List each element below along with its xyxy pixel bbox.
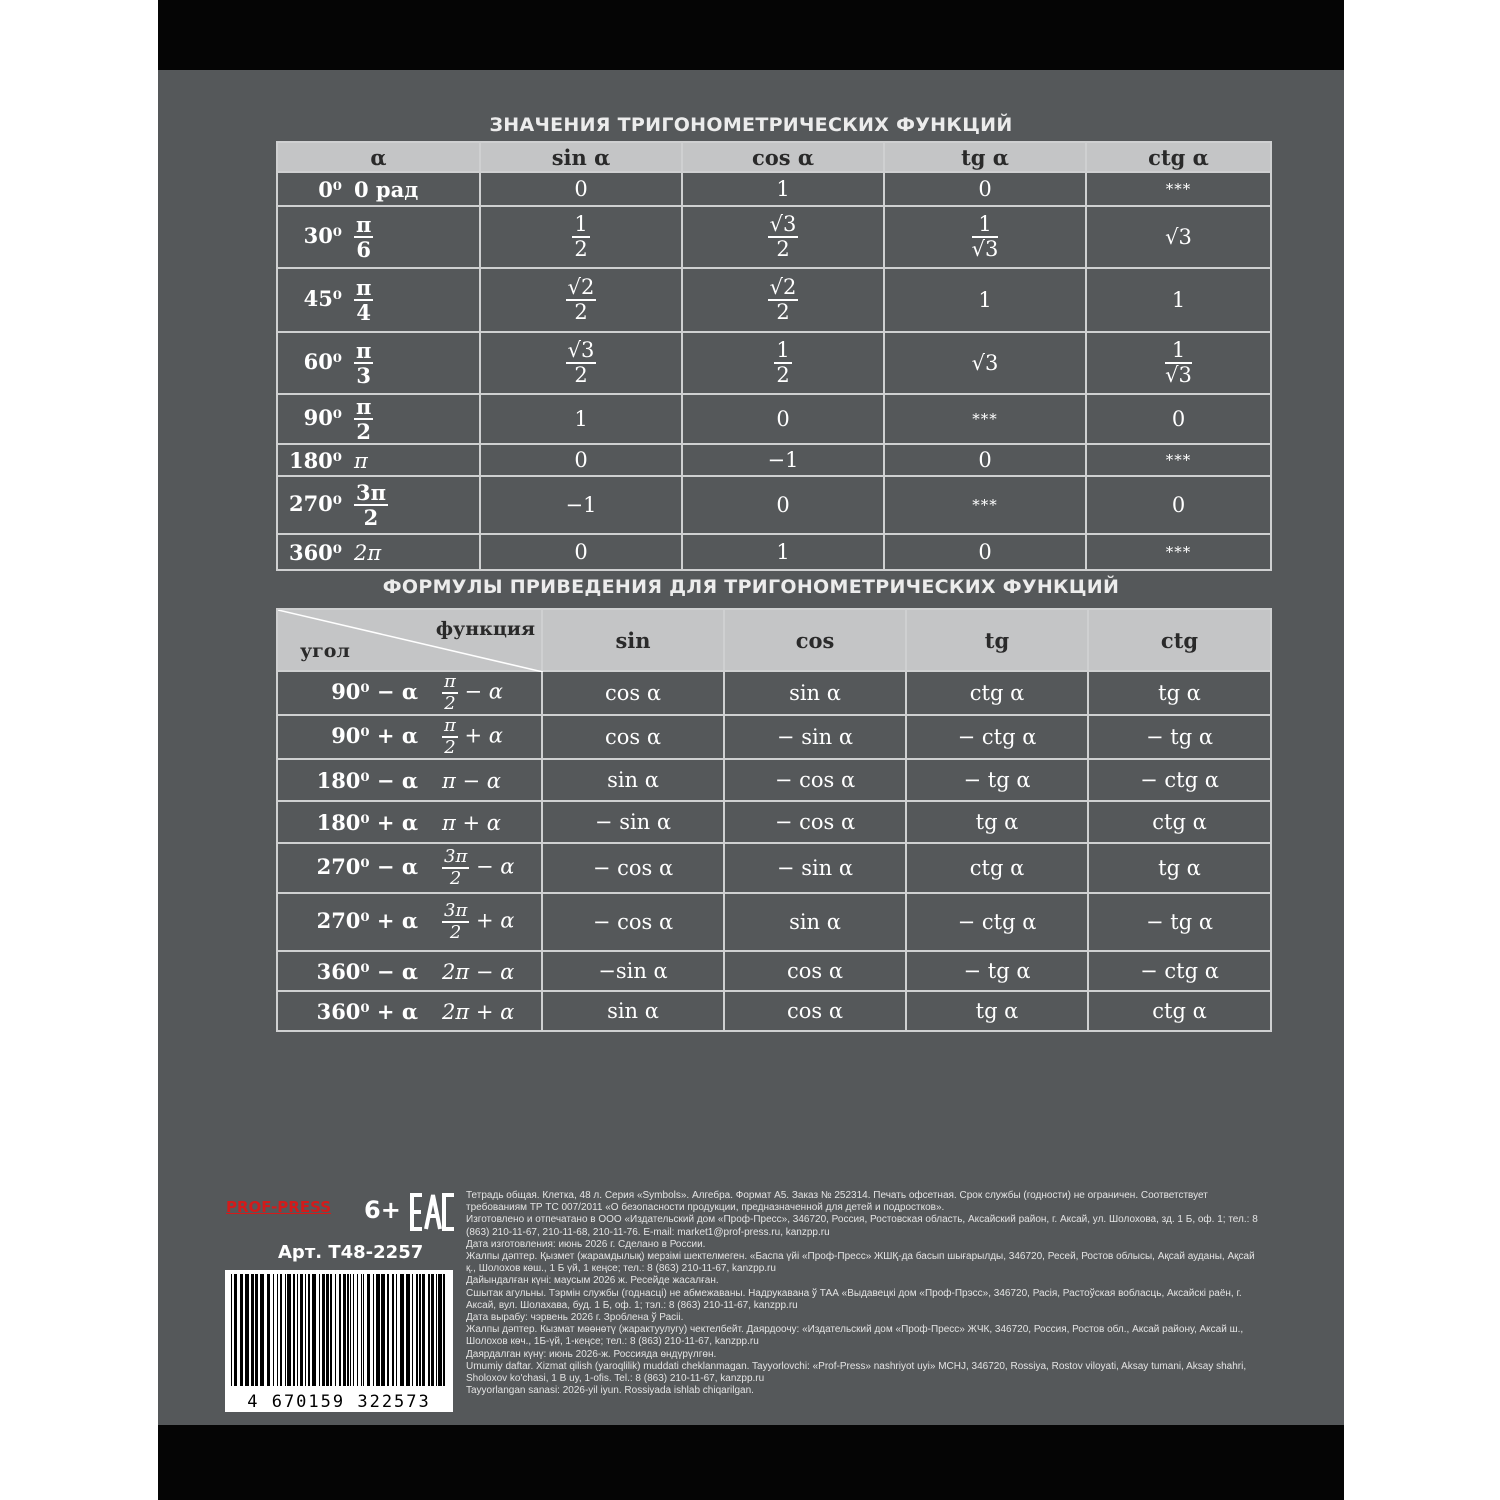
cos-value (682, 268, 884, 332)
sin-formula: sin α (542, 991, 724, 1031)
brand-logo: PROF-PRESS (226, 1198, 332, 1216)
frac-den: 2 (776, 300, 790, 324)
frac-num: √2 (567, 275, 595, 299)
barcode-bar (326, 1274, 329, 1386)
barcode-bar (231, 1274, 232, 1386)
header-tg: tg α (884, 142, 1086, 172)
sin-formula: cos α (542, 671, 724, 715)
barcode-bar (363, 1274, 364, 1386)
cos-formula: − sin α (724, 715, 906, 759)
fine-print-line: Тетрадь общая. Клетка, 48 л. Серия «Symbols». Алгебра. Формат А5. Заказ № 252314. Печать офсетная. Срок службы (годности) не ограничен. Соответствует требованиям ТР ТС 007/2011 «О безопасности продукции, предназначенной для детей и подростков». (466, 1190, 1208, 1214)
tg-formula: ctg α (906, 843, 1088, 893)
corner-header (277, 609, 542, 671)
frac-num: 1 (972, 214, 999, 238)
barcode-bar (280, 1274, 282, 1386)
barcode-bar (428, 1274, 430, 1386)
table2-title: ФОРМУЛЫ ПРИВЕДЕНИЯ ДЛЯ ТРИГОНОМЕТРИЧЕСКИХ ФУНКЦИЙ (382, 576, 1120, 598)
barcode-bar (436, 1274, 437, 1386)
fine-print-line: Tayyorlangan sanasi: 2026-yil iyun. Rossiyada ishlab chiqarilgan. (466, 1385, 754, 1397)
frac-num: π (444, 671, 456, 692)
ctg-formula: − ctg α (1088, 759, 1271, 801)
rad-tail: − α (464, 679, 503, 704)
table-row (277, 801, 1271, 843)
barcode-bar (412, 1274, 413, 1386)
sin-formula: cos α (542, 715, 724, 759)
angle-cell (277, 991, 542, 1031)
barcode-bar (392, 1274, 394, 1386)
age-rating: 6+ (364, 1196, 401, 1224)
ctg-formula: ctg α (1088, 801, 1271, 843)
frac-num: √2 (769, 275, 797, 299)
barcode-bar (438, 1274, 442, 1386)
article-number: Арт. Т48-2257 (278, 1242, 424, 1263)
barcode-bars (225, 1270, 453, 1390)
sin-formula: − cos α (542, 843, 724, 893)
angle-degrees: 270⁰ (288, 490, 342, 516)
ctg-value: 0 (1086, 476, 1271, 534)
angle-radians: π + α (442, 810, 501, 835)
frac-num: 1 (776, 338, 790, 362)
angle-degrees: 360⁰ + α (316, 998, 418, 1024)
top-dark-band (158, 0, 1344, 70)
barcode-bar (251, 1274, 254, 1386)
fine-print-line: Дайындалған күні: маусым 2026 ж. Ресейде жасалған. (466, 1275, 719, 1287)
barcode-number: 4 670159 322573 (225, 1392, 453, 1412)
ctg-value: *** (1086, 534, 1271, 570)
ctg-value: 1 (1086, 268, 1271, 332)
tg-formula: tg α (906, 991, 1088, 1031)
cos-value (682, 332, 884, 394)
header-sin: sin (542, 609, 724, 671)
tg-value: *** (884, 394, 1086, 444)
frac-den: 2 (449, 922, 462, 943)
barcode-bar (277, 1274, 278, 1386)
angle-degrees: 270⁰ + α (316, 907, 418, 933)
barcode-bar (293, 1274, 295, 1386)
cos-value: −1 (682, 444, 884, 476)
frac-num: √3 (567, 338, 595, 362)
sin-value: 0 (480, 172, 682, 206)
tg-value: 1 (884, 268, 1086, 332)
frac-den: 4 (356, 300, 371, 325)
frac-den: 2 (356, 419, 371, 444)
frac-num: 1 (1165, 340, 1192, 364)
cos-formula: − cos α (724, 759, 906, 801)
fine-print-line: Umumiy daftar. Xizmat qilish (yaroqlilik) muddati cheklanmagan. Tayyorlovchi: «Prof-Press» nashriyot uyi» MCHJ, 346720, Rossiya, Rostov viloyati, Aksay tumani, Aksay shahri, Sholoxov ko'chasi, 1 B uy, 1-ofis. Tel.: 8 (863) 210-11-67, kanzpp.ru (466, 1360, 1247, 1385)
barcode-bar (361, 1274, 362, 1386)
barcode-bar (422, 1274, 425, 1386)
eac-mark-icon (410, 1192, 456, 1232)
table-row (277, 444, 1271, 476)
tg-formula: − ctg α (906, 893, 1088, 951)
rad-tail: − α (475, 854, 515, 879)
barcode-bar (400, 1274, 404, 1386)
sin-value: 0 (480, 534, 682, 570)
barcode-bar (419, 1274, 421, 1386)
rad-tail: + α (475, 908, 515, 933)
corner-angle-label: угол (300, 640, 350, 662)
angle-radians: 2π + α (442, 999, 515, 1024)
ctg-formula: − ctg α (1088, 951, 1271, 991)
table-row (277, 394, 1271, 444)
bottom-dark-band (158, 1425, 1344, 1500)
angle-cell (277, 534, 480, 570)
frac-num: 3π (356, 480, 386, 505)
angle-cell (277, 715, 542, 759)
cos-value: 0 (682, 394, 884, 444)
barcode-bar (406, 1274, 410, 1386)
sin-value: −1 (480, 476, 682, 534)
barcode-bar (300, 1274, 303, 1386)
barcode-bar (305, 1274, 306, 1386)
angle-degrees: 180⁰ + α (316, 809, 418, 835)
header-ctg: ctg (1088, 609, 1271, 671)
ctg-formula: − tg α (1088, 715, 1271, 759)
barcode-bar (273, 1274, 274, 1386)
frac-den: 6 (356, 237, 371, 262)
sin-formula: −sin α (542, 951, 724, 991)
fine-print (466, 1190, 1266, 1397)
barcode-bar (396, 1274, 397, 1386)
cos-formula: cos α (724, 991, 906, 1031)
cos-formula: sin α (724, 671, 906, 715)
barcode-bar (319, 1274, 320, 1386)
angle-cell (277, 951, 542, 991)
barcode-bar (387, 1274, 389, 1386)
ctg-formula: − tg α (1088, 893, 1271, 951)
sin-value (480, 332, 682, 394)
header-tg: tg (906, 609, 1088, 671)
cos-value: 1 (682, 534, 884, 570)
frac-den: 3 (356, 363, 371, 388)
barcode-bar (322, 1274, 325, 1386)
barcode-bar (245, 1274, 249, 1386)
ctg-formula: ctg α (1088, 991, 1271, 1031)
table-row (277, 951, 1271, 991)
sin-value (480, 206, 682, 268)
tg-value: √3 (884, 332, 1086, 394)
angle-cell (277, 843, 542, 893)
fine-print-line: Дата изготовления: июнь 2026 г. Сделано в России. (466, 1238, 706, 1250)
barcode-bar (297, 1274, 298, 1386)
tg-value: 0 (884, 534, 1086, 570)
fine-print-line: Сшытак агульны. Тэрмін службы (годнасці) не абмежаваны. Надрукавана ў ТАА «Выдавецкі дом «Проф-Прэсс», 346720, Расія, Растоўская вобласць, Аксайскі раён, г. Аксай, вул. Шолахава, буд. 1 Б, оф. 1; тэл.: 8 (863) 210-11-67, kanzpp.ru (466, 1287, 1242, 1311)
table-row (277, 893, 1271, 951)
frac-num: 3π (444, 846, 468, 867)
fine-print-line: Даярдалган күнү: июнь 2026-ж. Россияда өндүрүлгөн. (466, 1348, 717, 1360)
angle-cell (277, 893, 542, 951)
frac-den: 2 (444, 693, 456, 714)
frac-num: π (356, 338, 372, 363)
radian-fraction (354, 214, 373, 260)
trig-values-table (276, 141, 1272, 571)
angle-radians: π (354, 448, 368, 473)
barcode-bar (335, 1274, 336, 1386)
frac-den: 2 (363, 505, 379, 530)
sin-value (480, 268, 682, 332)
barcode-bar (308, 1274, 310, 1386)
barcode-bar (373, 1274, 374, 1386)
barcode-bar (416, 1274, 418, 1386)
angle-degrees: 60⁰ (303, 348, 342, 374)
frac-den: 2 (449, 868, 462, 889)
cos-value: 1 (682, 172, 884, 206)
ctg-formula: tg α (1088, 671, 1271, 715)
ctg-formula: tg α (1088, 843, 1271, 893)
cos-formula: cos α (724, 951, 906, 991)
angle-degrees: 360⁰ (288, 539, 342, 565)
tg-value: *** (884, 476, 1086, 534)
angle-cell (277, 332, 480, 394)
table-row (277, 759, 1271, 801)
header-alpha: α (277, 142, 480, 172)
barcode-bar (431, 1274, 434, 1386)
barcode-bar (287, 1274, 291, 1386)
tg-formula: ctg α (906, 671, 1088, 715)
barcode-bar (367, 1274, 370, 1386)
table-row (277, 715, 1271, 759)
barcode (225, 1270, 453, 1412)
fine-print-line: Жалпы дәптер. Қызмет (жарамдылық) мерзімі шектелмеген. «Баспа үйі «Проф-Пресс» ЖШҚ-да басып шығарылды, 346720, Ресей, Ростов облысы, Ақсай ауданы, Ақсай қ., Шолохов көш., 1 Б үй, 1 кеңсе; тел.: 8 (863) 210-11-67, kanzpp.ru (466, 1251, 1255, 1275)
angle-degrees: 90⁰ − α (331, 678, 418, 704)
fine-print-line: Жалпы дәптер. Кызмат мөөнөтү (жарактуулугу) чектелбейт. Даярдоочу: «Издательский дом «Проф-Пресс» ЖЧК, 346720, Россия, Ростов обл., Аксай району, Аксай ш., Шолохов көч., 1Б-үй, 1-кеңсе; тел.: 8 (863) 210-11-67, kanzpp.ru (466, 1324, 1244, 1348)
angle-radians: π − α (442, 768, 501, 793)
angle-degrees: 90⁰ (303, 404, 342, 430)
ctg-value: *** (1086, 172, 1271, 206)
frac-den: 2 (574, 363, 588, 387)
angle-cell (277, 268, 480, 332)
cos-formula: − sin α (724, 843, 906, 893)
cos-value (682, 206, 884, 268)
frac-num: π (356, 394, 372, 419)
barcode-bar (285, 1274, 286, 1386)
cos-formula: − cos α (724, 801, 906, 843)
angle-degrees: 270⁰ − α (316, 853, 418, 879)
tg-value: 0 (884, 444, 1086, 476)
angle-radians: 2π − α (442, 959, 515, 984)
sin-value: 1 (480, 394, 682, 444)
frac-den: 2 (444, 737, 456, 758)
angle-degrees: 360⁰ − α (316, 958, 418, 984)
table-row (277, 206, 1271, 268)
angle-cell (277, 444, 480, 476)
barcode-bar (330, 1274, 332, 1386)
table-row (277, 534, 1271, 570)
angle-degrees: 45⁰ (303, 285, 342, 311)
angle-radians: 0 рад (354, 176, 419, 202)
tg-value (884, 206, 1086, 268)
angle-degrees: 0⁰ (318, 176, 342, 202)
angle-cell (277, 394, 480, 444)
sin-formula: sin α (542, 759, 724, 801)
angle-cell (277, 801, 542, 843)
angle-cell (277, 206, 480, 268)
cos-value: 0 (682, 476, 884, 534)
barcode-bar (343, 1274, 346, 1386)
angle-degrees: 180⁰ (288, 447, 342, 473)
table1-title: ЗНАЧЕНИЯ ТРИГОНОМЕТРИЧЕСКИХ ФУНКЦИЙ (489, 114, 1013, 136)
cos-formula: sin α (724, 893, 906, 951)
frac-num: 1 (574, 212, 588, 236)
tg-formula: − tg α (906, 759, 1088, 801)
table-row (277, 991, 1271, 1031)
corner-function-label: функция (435, 618, 535, 640)
barcode-bar (255, 1274, 258, 1386)
fine-print-line: Изготовлено и отпечатано в ООО «Издательский дом «Проф-Пресс», 346720, Россия, Ростовская область, Аксайский район, г. Аксай, ул. Шолохова, зд. 1 Б, оф. 1; тел.: 8 (863) 210-11-67, 210-11-68, 210-11-76. E-mail: market1@prof-press.ru, kanzpp.ru (466, 1214, 1258, 1238)
frac-num: π (444, 715, 456, 736)
rad-tail: + α (464, 723, 503, 748)
ctg-value: *** (1086, 444, 1271, 476)
fine-print-line: Дата вырабу: чэрвень 2026 г. Зроблена ў Расіі. (466, 1312, 684, 1324)
frac-num: √3 (769, 212, 797, 236)
angle-cell (277, 476, 480, 534)
barcode-bar (350, 1274, 351, 1386)
ctg-value: 0 (1086, 394, 1271, 444)
frac-den: 2 (776, 363, 790, 387)
barcode-bar (339, 1274, 341, 1386)
angle-cell (277, 759, 542, 801)
table-row (277, 268, 1271, 332)
angle-degrees: 30⁰ (303, 222, 342, 248)
angle-degrees: 90⁰ + α (331, 722, 418, 748)
ctg-value (1086, 332, 1271, 394)
frac-num: 3π (444, 900, 468, 921)
frac-num: π (356, 275, 372, 300)
sin-value: 0 (480, 444, 682, 476)
notebook-back-cover (158, 0, 1344, 1500)
barcode-bar (443, 1274, 445, 1386)
table-row (277, 843, 1271, 893)
angle-degrees: 180⁰ − α (316, 767, 418, 793)
header-sin: sin α (480, 142, 682, 172)
barcode-bar (357, 1274, 358, 1386)
table-row (277, 332, 1271, 394)
barcode-bar (353, 1274, 354, 1386)
tg-formula: tg α (906, 801, 1088, 843)
barcode-bar (376, 1274, 380, 1386)
header-cos: cos (724, 609, 906, 671)
barcode-bar (260, 1274, 264, 1386)
barcode-bar (347, 1274, 349, 1386)
table-row (277, 476, 1271, 534)
barcode-bar (234, 1274, 237, 1386)
angle-cell (277, 671, 542, 715)
table-row (277, 671, 1271, 715)
barcode-bar (381, 1274, 385, 1386)
frac-den: 2 (776, 237, 790, 261)
tg-formula: − tg α (906, 951, 1088, 991)
barcode-bar (240, 1274, 243, 1386)
ctg-value: √3 (1086, 206, 1271, 268)
table-row (277, 172, 1271, 206)
angle-radians: 2π (354, 540, 382, 565)
header-cos: cos α (682, 142, 884, 172)
frac-num: π (356, 212, 372, 237)
tg-formula: − ctg α (906, 715, 1088, 759)
frac-den: √3 (1165, 363, 1192, 387)
sin-formula: − cos α (542, 893, 724, 951)
header-ctg: ctg α (1086, 142, 1271, 172)
sin-formula: − sin α (542, 801, 724, 843)
frac-den: √3 (971, 237, 999, 261)
barcode-bar (267, 1274, 270, 1386)
reduction-formulas-table (276, 608, 1272, 1032)
barcode-bar (312, 1274, 316, 1386)
tg-value: 0 (884, 172, 1086, 206)
frac-den: 2 (574, 300, 588, 324)
frac-den: 2 (574, 237, 588, 261)
angle-cell (277, 172, 480, 206)
